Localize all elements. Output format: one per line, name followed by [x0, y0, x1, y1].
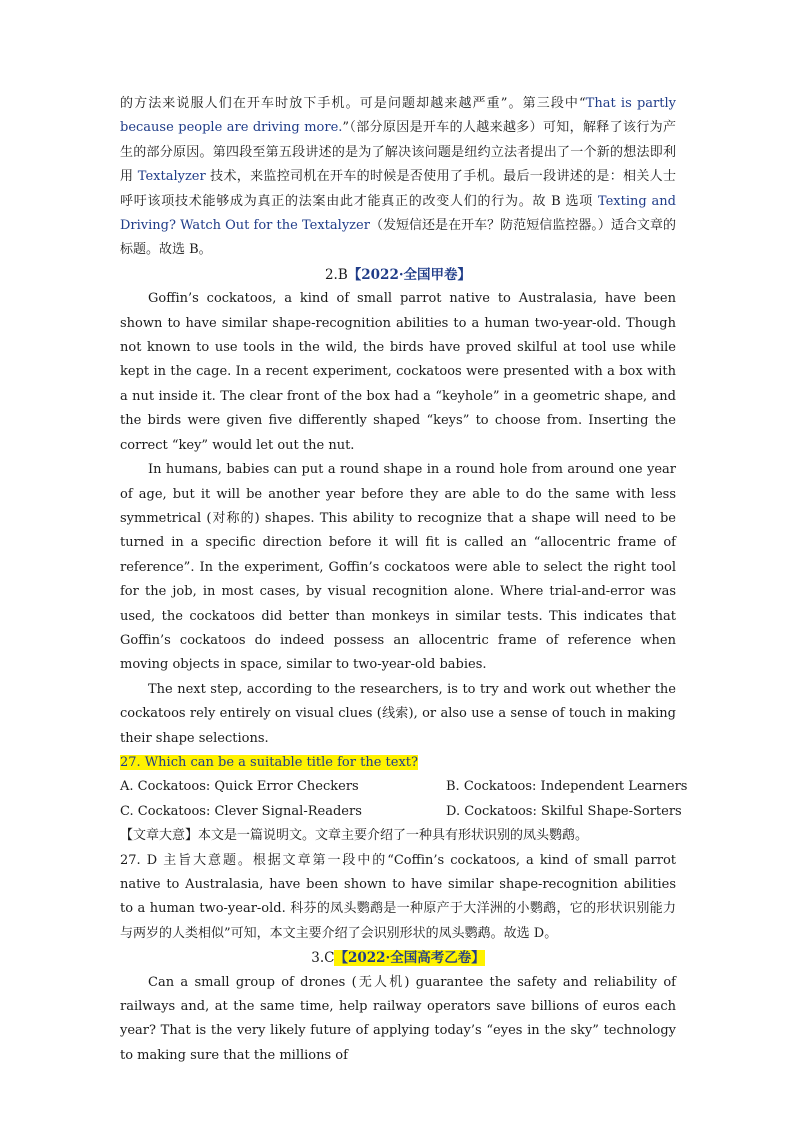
- option-d: D. Cockatoos: Skilful Shape-Sorters: [446, 803, 682, 819]
- section-source-tag: 【2022·全国甲卷】: [347, 266, 472, 283]
- intro-segment: 技术，来监控司机在开车的时候是否使用了手机。最后一段讲述的是：相关人士呼吁该项技术能够成为真正的法案由此才能真正的改变人们的行为。故 B 选项: [120, 169, 676, 209]
- intro-segment: 的方法来说服人们在开车时放下手机。可是问题却越来越严重”。第三段中“: [120, 96, 586, 111]
- question-text: 27. Which can be a suitable title for the text?: [120, 754, 418, 770]
- section-heading-3: [120, 946, 676, 970]
- summary-text: 【文章大意】本文是一篇说明文。文章主要介绍了一种具有形状识别的凤头鹦鹉。: [120, 828, 589, 844]
- intro-paragraph: [120, 92, 676, 263]
- intro-segment: Textalyzer: [137, 169, 206, 185]
- document-page: [120, 92, 688, 1068]
- option-b: B. Cockatoos: Independent Learners: [446, 779, 688, 795]
- intro-segment: That is partly because people are driving more.: [120, 96, 677, 136]
- intro-segment: （发短信还是在开车？防范短信监控器。）适合文章的标题。故选 B。: [120, 218, 676, 258]
- passage-paragraph: The next step, according to the researchers, is to try and work out whether the cockatoos rely entirely on visual clues (线索), or also use a sense of touch in making their shape selections.: [120, 681, 676, 746]
- section-heading-2: [120, 263, 676, 287]
- answer-options: [120, 775, 688, 824]
- section-number: 2.B: [324, 266, 348, 283]
- intro-segment: ”（部分原因是开车的人越来越多）可知，解释了该行为产生的部分原因。第四段至第五段讲述的是为了解决该问题是纽约立法者提出了一个新的想法即利用: [120, 120, 676, 185]
- passage-paragraph: Can a small group of drones (无人机) guarantee the safety and reliability of railways and, at the same time, help railway operators save billions of euros each year? That is the very likely future of applying today’s “eyes in the sky” technology to making sure that the millions of: [120, 974, 676, 1063]
- answer-explanation: 27. D 主旨大意题。根据文章第一段中的“Coffin’s cockatoos, a kind of small parrot native to Australasia, have been shown to have similar shape-recognition abilities to a human two-year-old. 科芬的凤头鹦鹉是一种原产于大洋洲的小鹦鹉，它的形状识别能力与两岁的人类相似”可知，本文主要介绍了会识别形状的凤头鹦鹉。故选 D。: [120, 852, 676, 941]
- passage-paragraph: Goffin’s cockatoos, a kind of small parrot native to Australasia, have been shown to have similar shape-recognition abilities to a human two-year-old. Though not known to use tools in the wild, the birds have proved skilful at tool use while kept in the cage. In a recent experiment, cockatoos were presented with a box with a nut inside it. The clear front of the box had a “keyhole” in a geometric shape, and the birds were given five differently shaped “keys” to choose from. Inserting the correct “key” would let out the nut.: [120, 291, 676, 453]
- option-a: A. Cockatoos: Quick Error Checkers: [120, 779, 359, 795]
- intro-segment: Texting and Driving? Watch Out for the Textalyzer: [120, 193, 676, 234]
- option-c: C. Cockatoos: Clever Signal-Readers: [120, 803, 362, 819]
- passage-paragraph: In humans, babies can put a round shape in a round hole from around one year of age, but it will be another year before they are able to do the same with less symmetrical (对称的) shapes. This ability to recognize that a shape will need to be turned in a specific direction before it will fit is called an “allocentric frame of reference”. In the experiment, Goffin’s cockatoos were able to select the right tool for the job, in most cases, by visual recognition alone. Where trial-and-error was used, the cockatoos did better than monkeys in similar tests. This indicates that Goffin’s cockatoos do indeed possess an allocentric frame of reference when moving objects in space, similar to two-year-old babies.: [120, 462, 676, 673]
- section-number: 3.C: [311, 950, 335, 967]
- section-source-tag: 【2022·全国高考乙卷】: [334, 950, 485, 967]
